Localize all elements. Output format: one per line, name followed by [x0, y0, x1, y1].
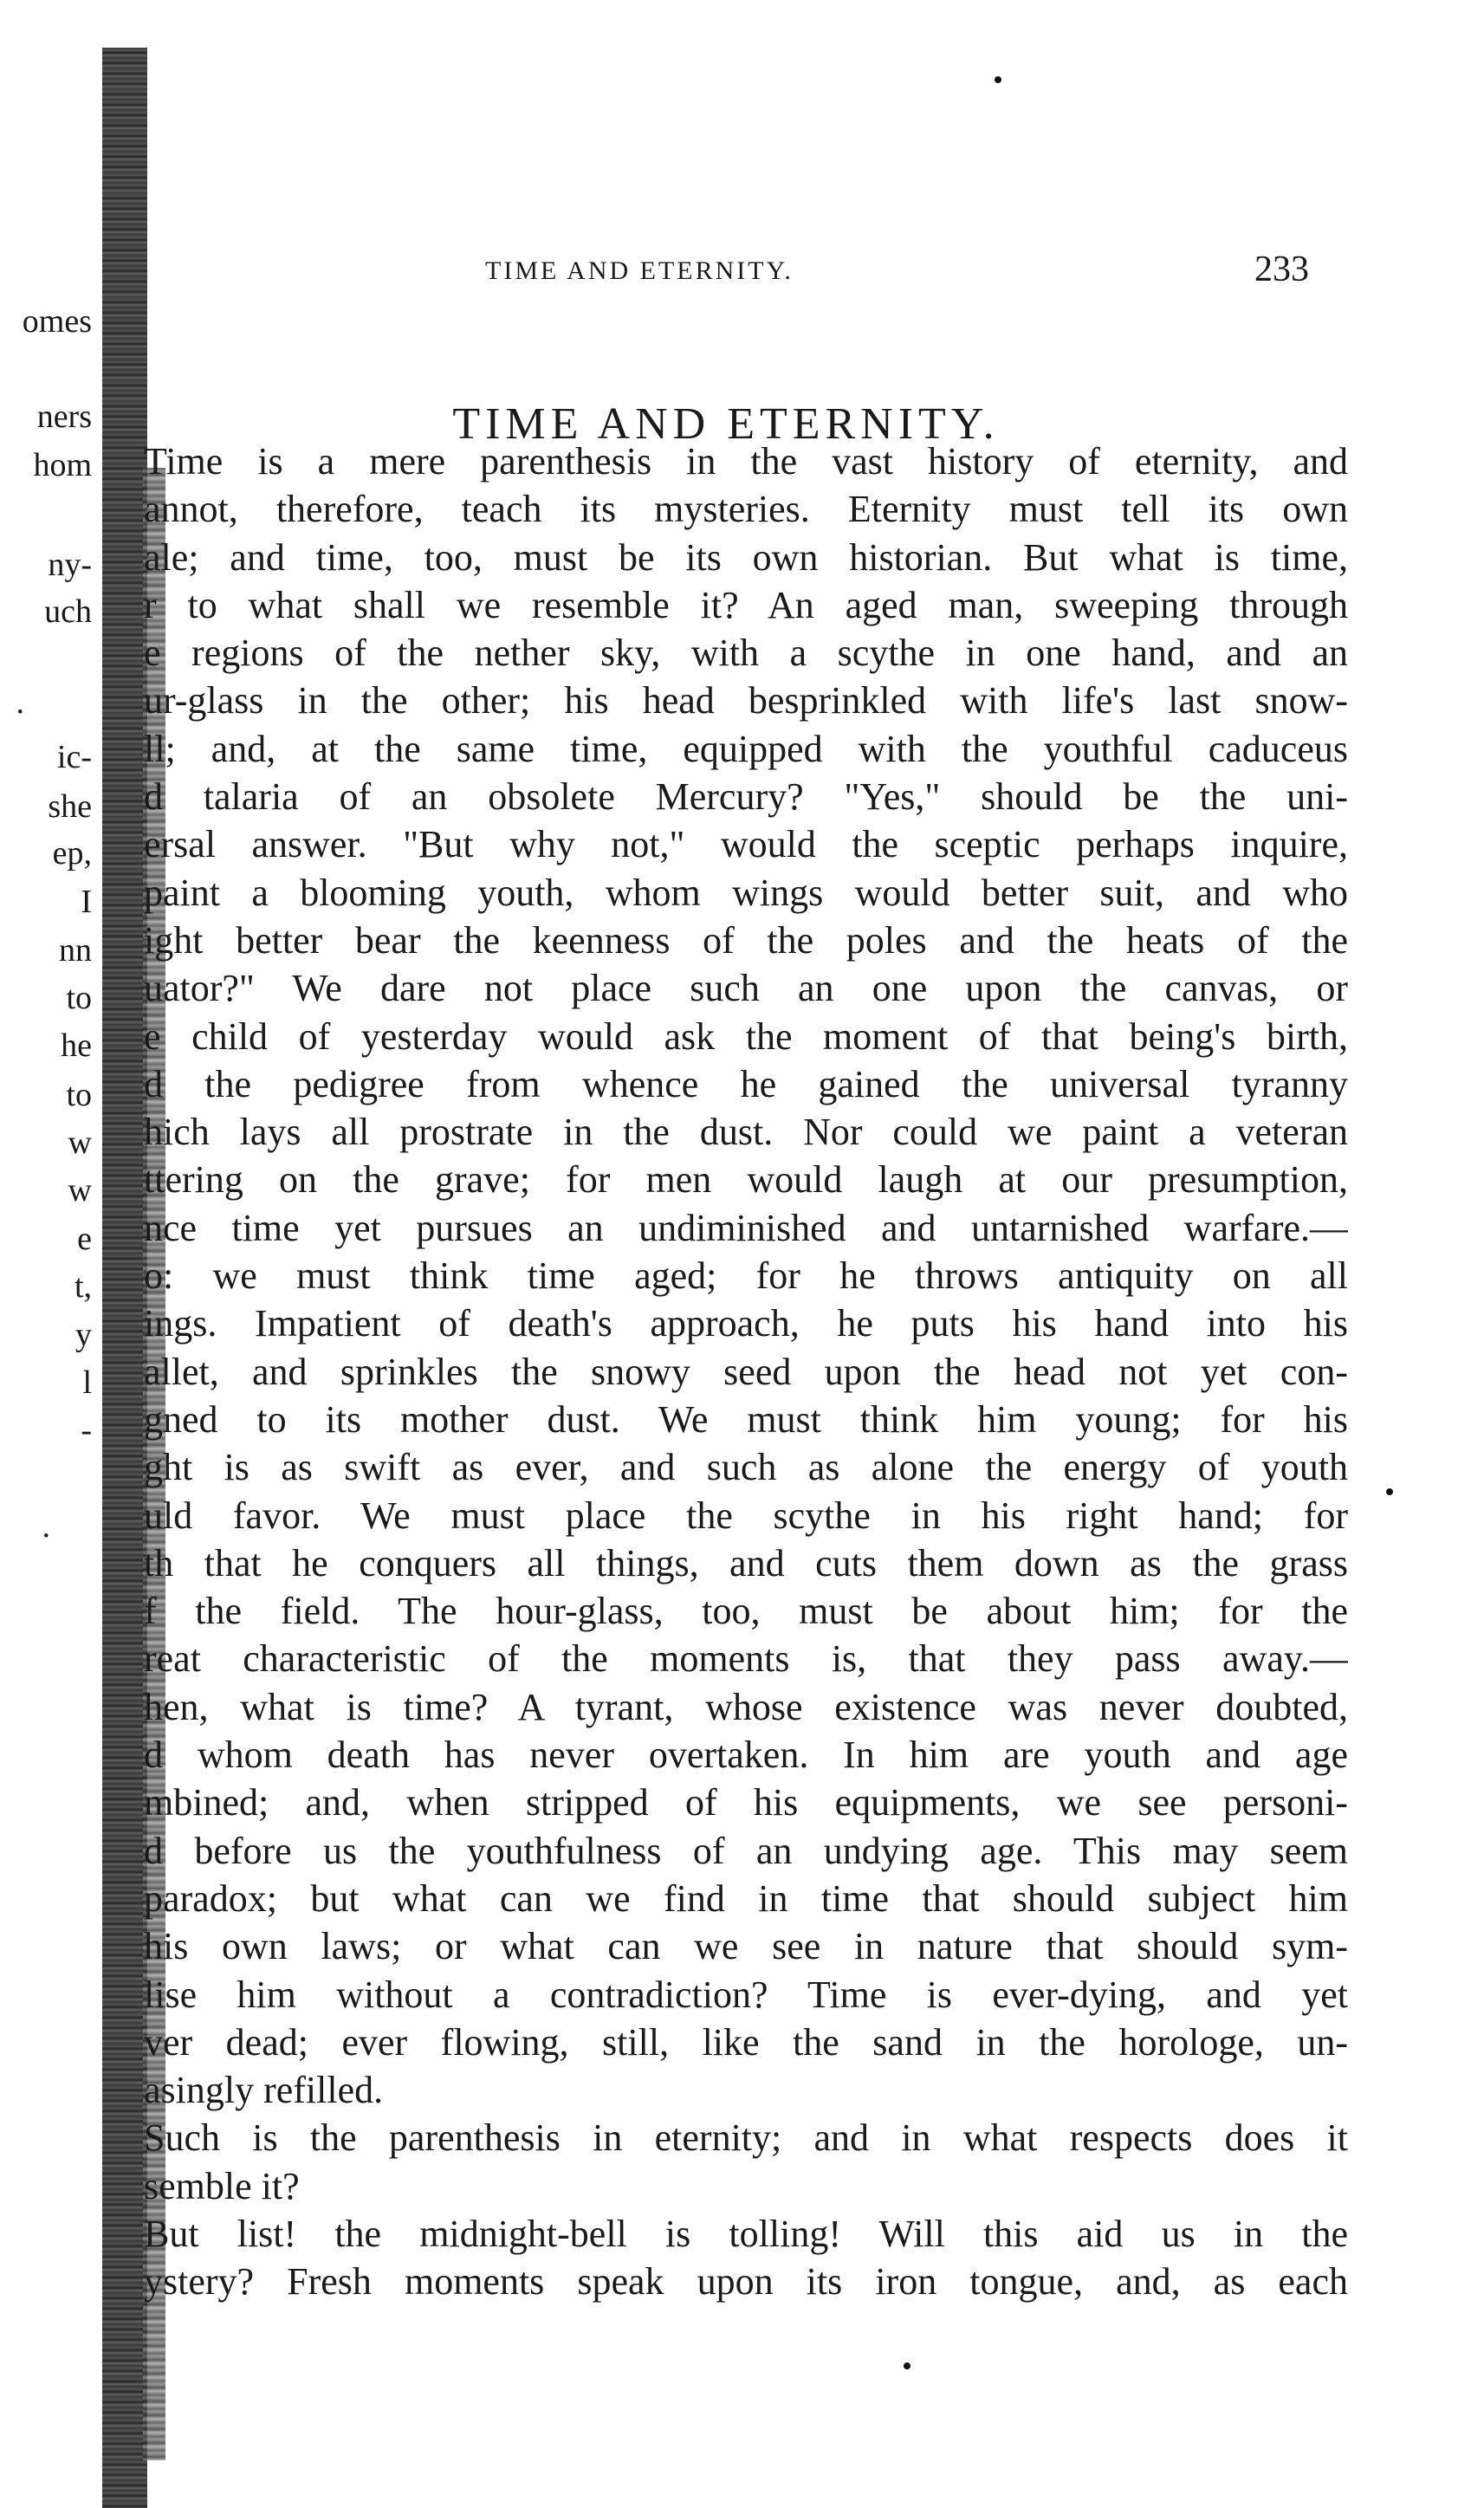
text-line: ersal answer. "But why not," would the sceptic perhaps inquire, [144, 823, 1348, 866]
text-line: ur-glass in the other; his head besprinkled with life's last snow- [144, 679, 1348, 723]
text-line: paradox; but what can we find in time that should subject him [144, 1876, 1348, 1920]
text-line: his own laws; or what can we see in nature that should sym- [144, 1925, 1348, 1968]
binding-gutter [102, 48, 147, 2508]
bleed-fragment: w [68, 1124, 92, 1161]
bleed-fragment: w [68, 1172, 92, 1209]
text-line: d whom death has never overtaken. In him are youth and age [144, 1734, 1348, 1777]
text-line: ale; and time, too, must be its own historian. But what is time, [144, 535, 1348, 579]
text-line: reat characteristic of the moments is, that they pass away.— [144, 1637, 1348, 1681]
text-line: ystery? Fresh moments speak upon its iron tongue, and, as each [144, 2260, 1348, 2304]
bleed-fragment: hom [33, 447, 92, 483]
text-line: d before us the youthfulness of an undying age. This may seem [144, 1829, 1348, 1872]
text-line: But list! the midnight-bell is tolling! Will this aid us in the [144, 2212, 1348, 2255]
text-line: uld favor. We must place the scythe in his right hand; for [144, 1494, 1348, 1537]
text-line: ght is as swift as ever, and such as alone the energy of youth [144, 1446, 1348, 1489]
bleed-fragment: to [66, 1077, 92, 1113]
page-number: 233 [1254, 250, 1309, 289]
bleed-fragment: ners [36, 399, 92, 435]
text-line: Such is the parenthesis in eternity; and in what respects does it [144, 2116, 1348, 2160]
text-line: semble it? [144, 2164, 300, 2207]
text-line: th that he conquers all things, and cuts them down as the grass [144, 1541, 1348, 1585]
bleed-fragment: y [75, 1317, 92, 1353]
bleed-fragment: ep, [52, 835, 92, 872]
bleed-fragment: to [66, 980, 92, 1016]
ink-speck [904, 2362, 910, 2369]
ink-speck [1386, 1488, 1393, 1495]
text-line: paint a blooming youth, whom wings would better suit, and who [144, 871, 1348, 914]
bleed-fragment: I [81, 884, 92, 920]
chapter-title: TIME AND ETERNITY. [452, 399, 1000, 449]
text-line: hen, what is time? A tyrant, whose existence was never doubted, [144, 1685, 1348, 1728]
bleed-fragment: omes [22, 303, 92, 340]
bleed-fragment: t, [74, 1268, 92, 1305]
text-line: ver dead; ever flowing, still, like the sand in the horologe, un- [144, 2020, 1348, 2064]
bleed-fragment: nn [59, 932, 92, 969]
bleed-fragment: uch [44, 593, 92, 630]
bleed-fragment: e [77, 1221, 92, 1257]
text-line: ttering on the grave; for men would laugh at our presumption, [144, 1158, 1348, 1202]
bleed-fragment: he [61, 1027, 92, 1064]
text-line: e regions of the nether sky, with a scythe in one hand, and an [144, 632, 1348, 675]
text-line: gned to its mother dust. We must think him young; for his [144, 1397, 1348, 1441]
text-line: d talaria of an obsolete Mercury? "Yes," should be the uni- [144, 775, 1348, 819]
body-text [144, 437, 1348, 2306]
text-line: r to what shall we resemble it? An aged man, sweeping through [144, 583, 1348, 626]
bleed-fragment: . [16, 684, 24, 721]
text-line: allet, and sprinkles the snowy seed upon the head not yet con- [144, 1350, 1348, 1393]
text-line: e child of yesterday would ask the moment of that being's birth, [144, 1014, 1348, 1058]
text-line: asingly refilled. [144, 2069, 384, 2112]
bleed-fragment: she [48, 788, 92, 825]
bleed-fragment: ny- [48, 547, 92, 583]
text-line: o: we must think time aged; for he throws antiquity on all [144, 1254, 1348, 1298]
text-line: annot, therefore, teach its mysteries. Eternity must tell its own [144, 488, 1348, 531]
running-head: TIME AND ETERNITY. [485, 256, 794, 285]
bleed-fragment: l [82, 1364, 92, 1401]
text-line: uator?" We dare not place such an one upon the canvas, or [144, 967, 1348, 1010]
text-line: nce time yet pursues an undiminished and untarnished warfare.— [144, 1206, 1348, 1249]
facing-page-bleed [0, 0, 102, 2508]
ink-speck [995, 76, 1001, 83]
text-line: ings. Impatient of death's approach, he puts his hand into his [144, 1302, 1348, 1345]
text-line: Time is a mere parenthesis in the vast history of eternity, and [144, 440, 1348, 483]
bleed-fragment: - [81, 1412, 92, 1448]
bleed-fragment: . [42, 1508, 50, 1545]
text-line: d the pedigree from whence he gained the universal tyranny [144, 1062, 1348, 1105]
text-line: lise him without a contradiction? Time is ever-dying, and yet [144, 1973, 1348, 2016]
text-line: ll; and, at the same time, equipped with the youthful caduceus [144, 727, 1348, 770]
bleed-fragment: ic- [56, 739, 92, 775]
text-line: ight better bear the keenness of the poles and the heats of the [144, 918, 1348, 962]
text-line: hich lays all prostrate in the dust. Nor could we paint a veteran [144, 1111, 1348, 1154]
text-line: mbined; and, when stripped of his equipments, we see personi- [144, 1781, 1348, 1824]
text-line: f the field. The hour-glass, too, must be about him; for the [144, 1590, 1348, 1633]
